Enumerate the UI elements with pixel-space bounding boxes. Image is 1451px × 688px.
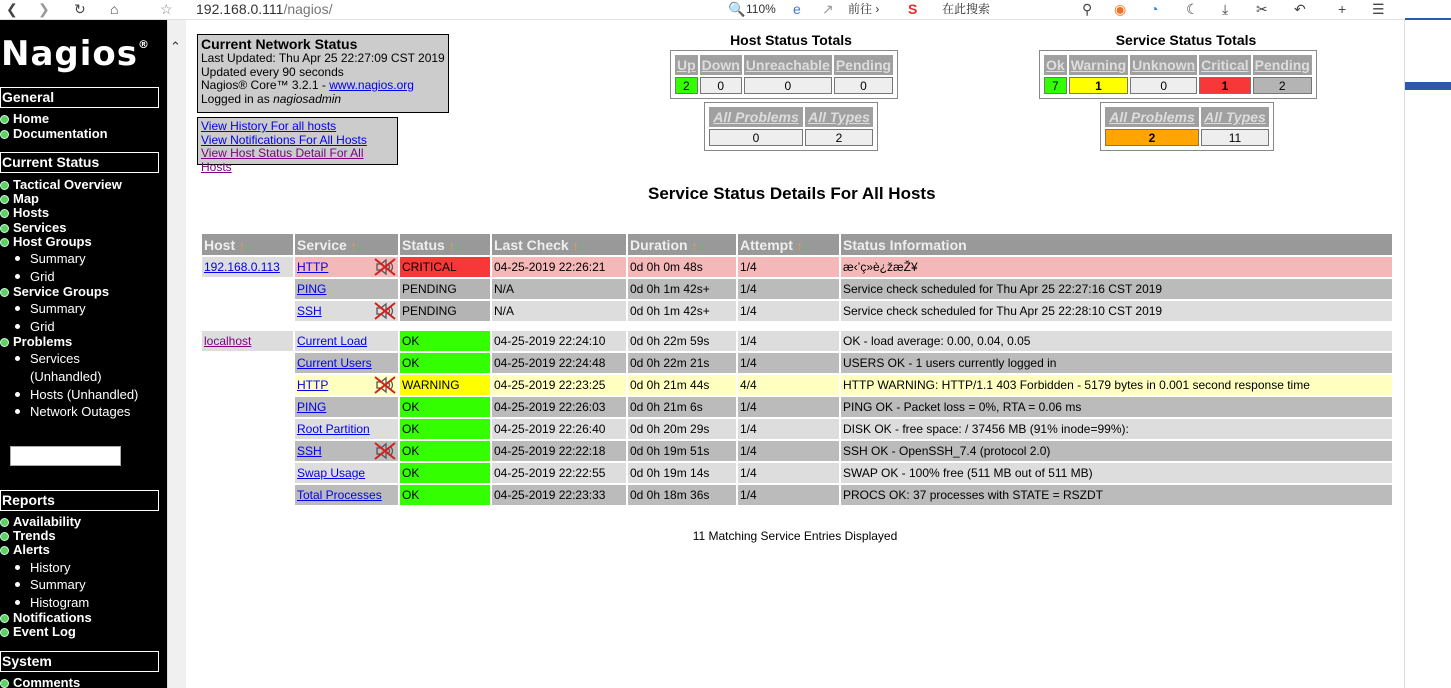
- view-history-link[interactable]: View History For all hosts: [201, 119, 337, 133]
- service-link[interactable]: SSH: [297, 304, 322, 318]
- sort-desc-icon[interactable]: ↓: [802, 238, 809, 253]
- status-cell: CRITICAL: [400, 257, 490, 277]
- view-notifications-link[interactable]: View Notifications For All Hosts: [201, 132, 367, 147]
- host-cell-empty: [202, 441, 293, 461]
- update-interval: Updated every 90 seconds: [201, 64, 344, 79]
- nav-bullet-icon: [0, 195, 9, 204]
- search-field[interactable]: 在此搜索: [942, 2, 991, 16]
- status-info-cell: Service check scheduled for Thu Apr 25 22:27:16 CST 2019: [841, 279, 1392, 299]
- nav-problems-services-unhandled[interactable]: (Unhandled): [30, 369, 102, 384]
- table-row: [202, 279, 1392, 299]
- status-info-cell: SWAP OK - 100% free (511 MB out of 511 MB): [841, 463, 1392, 483]
- nav-availability[interactable]: Availability: [0, 515, 81, 529]
- bookmark-star-icon[interactable]: ☆: [160, 1, 173, 17]
- nav-alerts-history[interactable]: History: [15, 561, 70, 575]
- host-cell-empty: [202, 419, 293, 439]
- share-icon[interactable]: ↗: [822, 1, 834, 17]
- nav-notifications[interactable]: Notifications: [0, 611, 92, 625]
- svc-ok-header[interactable]: Ok: [1046, 57, 1065, 73]
- status-cell: OK: [400, 485, 490, 505]
- service-cell: [295, 257, 398, 277]
- browser-toolbar: [0, 0, 1451, 20]
- notifications-disabled-icon[interactable]: [374, 376, 396, 394]
- duration-cell: 0d 0h 20m 29s: [628, 419, 736, 439]
- undo-icon[interactable]: ↶: [1294, 1, 1306, 17]
- service-cell: [295, 353, 398, 373]
- status-info-cell: Service check scheduled for Thu Apr 25 22:28:10 CST 2019: [841, 301, 1392, 321]
- nav-servicegroups-grid[interactable]: Grid: [15, 320, 55, 334]
- host-all-types-header[interactable]: All Types: [805, 107, 873, 127]
- last-check-cell: N/A: [492, 301, 626, 321]
- service-status-table: [200, 232, 1394, 507]
- host-unreachable-count: 0: [744, 77, 832, 94]
- nav-bullet-icon: [0, 238, 9, 247]
- svc-unknown-count: 0: [1130, 77, 1197, 94]
- status-cell: OK: [400, 463, 490, 483]
- service-link[interactable]: Root Partition: [297, 422, 370, 436]
- main-content: [186, 20, 1404, 688]
- nagios-org-link[interactable]: www.nagios.org: [329, 78, 414, 92]
- service-cell: [295, 463, 398, 483]
- search-icon[interactable]: ⚲: [1082, 1, 1093, 17]
- sort-desc-icon[interactable]: ↓: [697, 238, 704, 253]
- service-totals-table: [1039, 50, 1317, 99]
- status-cell: OK: [400, 441, 490, 461]
- host-cell: [202, 331, 293, 351]
- attempt-cell: 1/4: [738, 441, 839, 461]
- nav-comments[interactable]: Comments: [0, 676, 80, 688]
- service-link[interactable]: PING: [297, 282, 327, 296]
- nav-bullet-icon: [0, 679, 9, 688]
- view-links-box: [197, 117, 398, 174]
- zoom-level[interactable]: 110%: [746, 2, 776, 16]
- nav-bullet-icon: [0, 181, 9, 190]
- group-spacer: [202, 323, 1392, 329]
- nav-services[interactable]: Services: [0, 221, 67, 235]
- table-row: [202, 463, 1392, 483]
- host-down-count: 0: [700, 77, 742, 94]
- nav-hostgroups-grid[interactable]: Grid: [15, 270, 55, 284]
- nav-header-system: System: [0, 651, 159, 672]
- nav-tactical-overview[interactable]: Tactical Overview: [0, 178, 122, 192]
- col-last-check: Last Check ↑↓: [492, 234, 626, 255]
- menu-icon[interactable]: ☰: [1372, 1, 1385, 17]
- attempt-cell: 1/4: [738, 397, 839, 417]
- duration-cell: 0d 0h 19m 14s: [628, 463, 736, 483]
- duration-cell: 0d 0h 1m 42s+: [628, 279, 736, 299]
- service-problems-table: [1100, 102, 1274, 151]
- col-service: Service ↑↓: [295, 234, 398, 255]
- nav-bullet-icon: [0, 115, 9, 124]
- service-link[interactable]: HTTP: [297, 260, 329, 274]
- host-all-problems-count: 0: [709, 129, 803, 146]
- service-link[interactable]: SSH: [297, 444, 322, 458]
- sort-desc-icon[interactable]: ↓: [245, 238, 252, 253]
- nav-event-log[interactable]: Event Log: [0, 625, 76, 639]
- attempt-cell: 1/4: [738, 463, 839, 483]
- svc-all-problems-header[interactable]: All Problems: [1105, 107, 1199, 127]
- host-down-header[interactable]: Down: [701, 57, 740, 73]
- attempt-cell: 1/4: [738, 301, 839, 321]
- host-pending-count: 0: [834, 77, 893, 94]
- nav-alerts-summary[interactable]: Summary: [15, 578, 86, 592]
- ie-mode-icon[interactable]: e: [793, 1, 801, 17]
- table-header-row: [202, 234, 1392, 255]
- attempt-cell: 1/4: [738, 279, 839, 299]
- last-check-cell: 04-25-2019 22:22:55: [492, 463, 626, 483]
- notifications-disabled-icon[interactable]: [374, 302, 396, 320]
- matching-entries-count: 11 Matching Service Entries Displayed: [692, 529, 898, 543]
- attempt-cell: 1/4: [738, 485, 839, 505]
- address-bar[interactable]: 192.168.0.111/nagios/: [196, 1, 333, 17]
- last-check-cell: 04-25-2019 22:26:21: [492, 257, 626, 277]
- scissors-icon[interactable]: ✂: [1256, 1, 1268, 17]
- nav-home[interactable]: Home: [0, 112, 49, 126]
- nav-map[interactable]: Map: [0, 192, 39, 206]
- svc-all-types-count: 11: [1201, 129, 1269, 146]
- service-link[interactable]: HTTP: [297, 378, 329, 392]
- col-attempt: Attempt ↑↓: [738, 234, 839, 255]
- col-status: Status ↑↓: [400, 234, 490, 255]
- nav-documentation[interactable]: Documentation: [0, 127, 108, 141]
- nav-bullet-icon: [0, 224, 9, 233]
- table-row: [202, 375, 1392, 395]
- service-link[interactable]: PING: [297, 400, 327, 414]
- table-row: [202, 485, 1392, 505]
- col-status-information: Status Information: [841, 234, 1392, 255]
- browser-side-panel: [1404, 20, 1451, 688]
- sidebar: [0, 20, 167, 688]
- host-cell-empty: [202, 301, 293, 321]
- view-host-status-link[interactable]: View Host Status Detail For All Hosts: [201, 146, 364, 174]
- host-pending-header[interactable]: Pending: [835, 57, 892, 73]
- notifications-disabled-icon[interactable]: [374, 258, 396, 276]
- host-totals-title: Host Status Totals: [730, 32, 852, 48]
- duration-cell: 0d 0h 21m 44s: [628, 375, 736, 395]
- last-check-cell: 04-25-2019 22:23:33: [492, 485, 626, 505]
- service-cell: [295, 375, 398, 395]
- service-link[interactable]: Total Processes: [297, 488, 382, 502]
- nav-problems-services[interactable]: Services: [15, 352, 80, 366]
- nav-header-current-status: Current Status: [0, 152, 159, 173]
- table-row: [202, 419, 1392, 439]
- nav-hostgroups-summary[interactable]: Summary: [15, 252, 86, 266]
- table-row: [202, 441, 1392, 461]
- status-box-title: Current Network Status: [201, 36, 358, 52]
- host-cell: [202, 257, 293, 277]
- sort-asc-icon[interactable]: ↑: [239, 238, 246, 253]
- host-link[interactable]: localhost: [204, 334, 252, 348]
- core-version: Nagios® Core™ 3.2.1 - www.nagios.org: [201, 78, 414, 92]
- sort-desc-icon[interactable]: ↓: [356, 238, 363, 253]
- host-all-types-count: 2: [805, 129, 873, 146]
- last-check-cell: 04-25-2019 22:23:25: [492, 375, 626, 395]
- nav-hosts[interactable]: Hosts: [0, 206, 49, 220]
- status-info-cell: SSH OK - OpenSSH_7.4 (protocol 2.0): [841, 441, 1392, 461]
- page-title: Service Status Details For All Hosts: [648, 184, 936, 203]
- service-cell: [295, 301, 398, 321]
- host-unreachable-header[interactable]: Unreachable: [745, 57, 830, 73]
- nav-bullet-icon: [0, 532, 9, 541]
- svc-ok-count: 7: [1044, 77, 1067, 94]
- sort-asc-icon[interactable]: ↑: [691, 238, 698, 253]
- host-problems-table: [704, 102, 878, 151]
- status-info-cell: OK - load average: 0.00, 0.04, 0.05: [841, 331, 1392, 351]
- nav-servicegroups-summary[interactable]: Summary: [15, 302, 86, 316]
- svc-critical-count: 1: [1199, 77, 1250, 94]
- status-info-cell: DISK OK - free space: / 37456 MB (91% inode=99%):: [841, 419, 1392, 439]
- nav-bullet-icon: [0, 130, 9, 139]
- attempt-cell: 1/4: [738, 331, 839, 351]
- status-info-cell: æ‹’ç»è¿žæŽ¥: [841, 257, 1392, 277]
- service-cell: [295, 279, 398, 299]
- forward-icon[interactable]: ❯: [38, 1, 50, 17]
- status-cell: OK: [400, 397, 490, 417]
- nav-host-groups[interactable]: Host Groups: [0, 235, 92, 249]
- host-totals-table: [670, 50, 898, 99]
- duration-cell: 0d 0h 19m 51s: [628, 441, 736, 461]
- night-mode-icon[interactable]: ☾: [1186, 1, 1199, 17]
- sort-asc-icon[interactable]: ↑: [572, 238, 579, 253]
- table-row: [202, 353, 1392, 373]
- status-info-cell: PING OK - Packet loss = 0%, RTA = 0.06 ms: [841, 397, 1392, 417]
- sort-desc-icon[interactable]: ↓: [578, 238, 585, 253]
- host-up-count: 2: [675, 77, 698, 94]
- attempt-cell: 4/4: [738, 375, 839, 395]
- svc-critical-header[interactable]: Critical: [1201, 57, 1249, 73]
- service-cell: [295, 397, 398, 417]
- attempt-cell: 1/4: [738, 419, 839, 439]
- status-info-cell: HTTP WARNING: HTTP/1.1 403 Forbidden - 5179 bytes in 0.001 second response time: [841, 375, 1392, 395]
- sidebar-search-input[interactable]: [10, 446, 121, 466]
- table-row: [202, 257, 1392, 277]
- svc-pending-count: 2: [1253, 77, 1312, 94]
- notifications-disabled-icon[interactable]: [374, 442, 396, 460]
- nav-bullet-icon: [0, 209, 9, 218]
- host-cell-empty: [202, 375, 293, 395]
- host-cell-empty: [202, 463, 293, 483]
- nav-header-general: General: [0, 87, 159, 108]
- sort-asc-icon[interactable]: ↑: [350, 238, 357, 253]
- attempt-cell: 1/4: [738, 257, 839, 277]
- status-cell: OK: [400, 419, 490, 439]
- service-cell: [295, 419, 398, 439]
- reload-icon[interactable]: ↻: [74, 1, 86, 17]
- nav-bullet-icon: [0, 338, 9, 347]
- service-totals-title: Service Status Totals: [1115, 32, 1257, 48]
- service-link[interactable]: Current Users: [297, 356, 372, 370]
- nav-bullet-icon: [0, 518, 9, 527]
- duration-cell: 0d 0h 22m 21s: [628, 353, 736, 373]
- service-link[interactable]: Swap Usage: [297, 466, 366, 480]
- nav-alerts[interactable]: Alerts: [0, 543, 50, 557]
- host-cell-empty: [202, 397, 293, 417]
- host-link[interactable]: 192.168.0.113: [204, 260, 280, 274]
- last-check-cell: 04-25-2019 22:24:48: [492, 353, 626, 373]
- svc-unknown-header[interactable]: Unknown: [1132, 57, 1196, 73]
- zoom-icon[interactable]: 🔍: [728, 1, 746, 17]
- sort-asc-icon[interactable]: ↑: [796, 238, 803, 253]
- logged-in-as: Logged in as nagiosadmin: [201, 91, 342, 106]
- svc-warning-count: 1: [1069, 77, 1128, 94]
- nav-bullet-icon: [0, 628, 9, 637]
- search-engine-icon[interactable]: S: [908, 1, 918, 17]
- host-all-problems-header[interactable]: All Problems: [709, 107, 803, 127]
- status-info-cell: PROCS OK: 37 processes with STATE = RSZDT: [841, 485, 1392, 505]
- nav-bullet-icon: [0, 614, 9, 623]
- table-row: [202, 331, 1392, 351]
- svc-all-problems-count: 2: [1105, 129, 1199, 146]
- nav-network-outages[interactable]: Network Outages: [15, 405, 130, 419]
- nav-trends[interactable]: Trends: [0, 529, 56, 543]
- last-check-cell: 04-25-2019 22:22:18: [492, 441, 626, 461]
- current-network-status-box: [197, 34, 449, 113]
- last-updated: Last Updated: Thu Apr 25 22:27:09 CST 2019: [201, 51, 445, 65]
- duration-cell: 0d 0h 1m 42s+: [628, 301, 736, 321]
- host-cell-empty: [202, 279, 293, 299]
- service-cell: [295, 485, 398, 505]
- nav-header-reports: Reports: [0, 490, 159, 511]
- last-check-cell: 04-25-2019 22:26:03: [492, 397, 626, 417]
- host-cell-empty: [202, 485, 293, 505]
- table-row: [202, 397, 1392, 417]
- status-cell: OK: [400, 331, 490, 351]
- nav-problems[interactable]: Problems: [0, 335, 72, 349]
- speed-icon[interactable]: ◔: [1150, 1, 1159, 17]
- game-icon[interactable]: ◉: [1114, 1, 1127, 17]
- sidebar-scrollbar[interactable]: [167, 20, 186, 688]
- col-duration: Duration ↑↓: [628, 234, 736, 255]
- new-tab-icon[interactable]: +: [1338, 1, 1347, 17]
- back-icon[interactable]: ❮: [6, 1, 18, 17]
- status-info-cell: USERS OK - 1 users currently logged in: [841, 353, 1392, 373]
- last-check-cell: 04-25-2019 22:26:40: [492, 419, 626, 439]
- nav-bullet-icon: [0, 546, 9, 555]
- nagios-logo: Nagios®: [1, 34, 150, 74]
- go-button[interactable]: 前往 ›: [848, 2, 880, 16]
- status-cell: WARNING: [400, 375, 490, 395]
- attempt-cell: 1/4: [738, 353, 839, 373]
- last-check-cell: N/A: [492, 279, 626, 299]
- duration-cell: 0d 0h 21m 6s: [628, 397, 736, 417]
- nav-problems-hosts[interactable]: Hosts (Unhandled): [15, 388, 138, 402]
- sort-desc-icon[interactable]: ↓: [454, 238, 461, 253]
- nav-service-groups[interactable]: Service Groups: [0, 285, 109, 299]
- table-row: [202, 301, 1392, 321]
- service-cell: [295, 441, 398, 461]
- host-up-header[interactable]: Up: [677, 57, 696, 73]
- svc-pending-header[interactable]: Pending: [1254, 57, 1310, 73]
- nav-alerts-histogram[interactable]: Histogram: [15, 596, 89, 610]
- host-cell-empty: [202, 353, 293, 373]
- status-cell: PENDING: [400, 279, 490, 299]
- sort-asc-icon[interactable]: ↑: [448, 238, 455, 253]
- svc-all-types-header[interactable]: All Types: [1201, 107, 1269, 127]
- duration-cell: 0d 0h 18m 36s: [628, 485, 736, 505]
- nav-bullet-icon: [0, 288, 9, 297]
- status-cell: PENDING: [400, 301, 490, 321]
- service-cell: [295, 331, 398, 351]
- duration-cell: 0d 0h 22m 59s: [628, 331, 736, 351]
- last-check-cell: 04-25-2019 22:24:10: [492, 331, 626, 351]
- download-icon[interactable]: ⤓: [1222, 1, 1229, 17]
- col-host: Host ↑↓: [202, 234, 293, 255]
- status-cell: OK: [400, 353, 490, 373]
- duration-cell: 0d 0h 0m 48s: [628, 257, 736, 277]
- scroll-up-icon[interactable]: ⌃: [170, 39, 181, 54]
- svc-warning-header[interactable]: Warning: [1070, 57, 1127, 73]
- home-icon[interactable]: ⌂: [110, 1, 119, 17]
- service-link[interactable]: Current Load: [297, 334, 368, 348]
